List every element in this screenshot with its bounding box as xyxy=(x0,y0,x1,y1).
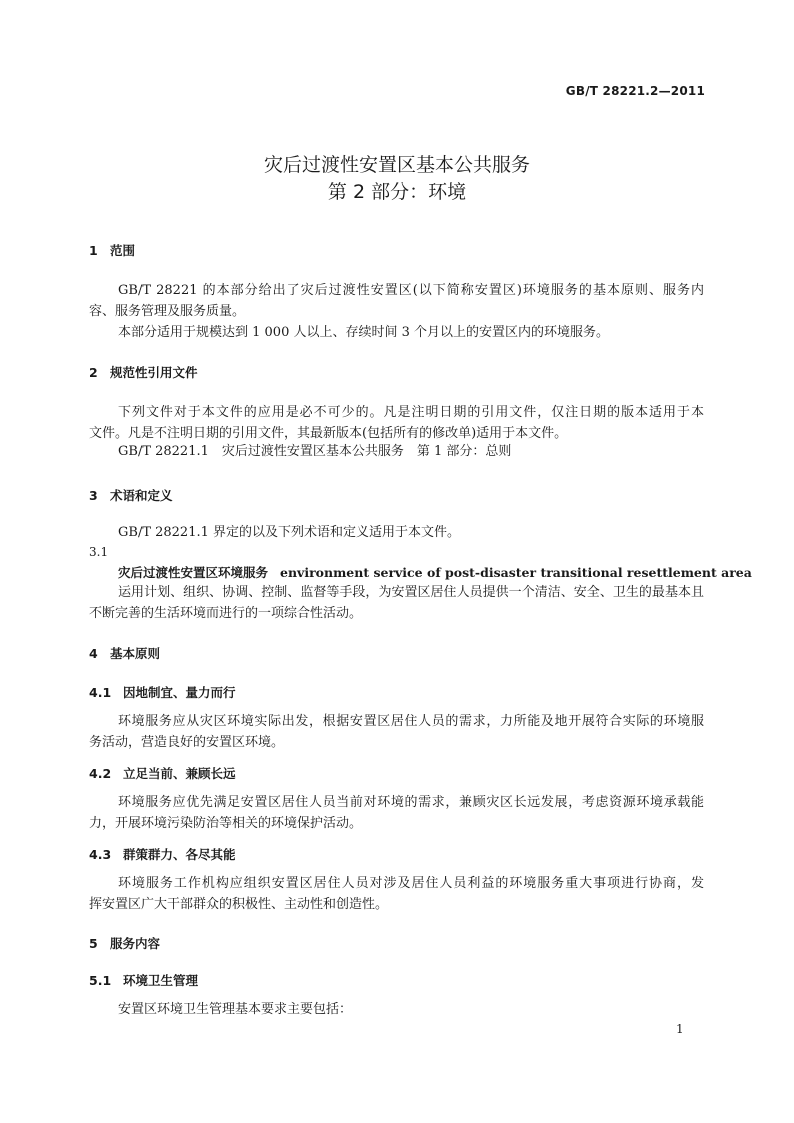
term-english: environment service of post-disaster transitional resettlement area xyxy=(280,565,752,580)
s4-1-line1: 环境服务应从灾区环境实际出发，根据安置区居住人员的需求，力所能及地开展符合实际的环境服 xyxy=(118,714,704,729)
s2-para1-line2: 文件。凡是不注明日期的引用文件，其最新版本(包括所有的修改单)适用于本文件。 xyxy=(89,426,568,441)
s2-para1-line1: 下列文件对于本文件的应用是必不可少的。凡是注明日期的引用文件，仅注日期的版本适用于本 xyxy=(118,405,704,420)
section-4-3-heading xyxy=(89,845,236,863)
document-subtitle: 第 2 部分：环境 xyxy=(327,181,467,203)
section-number: 5 xyxy=(89,936,98,951)
s4-1-line2: 务活动，营造良好的安置区环境。 xyxy=(89,735,285,750)
section-4-1-heading xyxy=(89,683,236,701)
s1-para2: 本部分适用于规模达到 1 000 人以上、存续时间 3 个月以上的安置区内的环境服务。 xyxy=(118,325,610,340)
section-title: 规范性引用文件 xyxy=(110,365,198,380)
section-5-heading xyxy=(89,934,160,952)
term-chinese: 灾后过渡性安置区环境服务 xyxy=(118,565,269,580)
s4-3-line1: 环境服务工作机构应组织安置区居住人员对涉及居住人员利益的环境服务重大事项进行协商，发 xyxy=(118,876,704,891)
section-4-heading xyxy=(89,644,160,662)
section-number: 4 xyxy=(89,646,98,661)
s3-para1: GB/T 28221.1 界定的以及下列术语和定义适用于本文件。 xyxy=(118,525,461,540)
section-title: 服务内容 xyxy=(110,936,161,951)
term-3-1-definition-line2: 不断完善的生活环境而进行的一项综合性活动。 xyxy=(89,606,363,621)
section-title: 术语和定义 xyxy=(110,488,173,503)
term-3-1-title xyxy=(118,563,752,581)
standard-number: GB/T 28221.2—2011 xyxy=(565,84,705,98)
subsection-number: 4.1 xyxy=(89,685,112,700)
section-4-2-heading xyxy=(89,764,236,782)
subsection-title: 因地制宜、量力而行 xyxy=(123,685,236,700)
term-3-1-definition-line1: 运用计划、组织、协调、控制、监督等手段，为安置区居住人员提供一个清洁、安全、卫生的最基本且 xyxy=(118,585,704,600)
s1-para1-line2: 容、服务管理及服务质量。 xyxy=(89,304,246,319)
s1-para1-line1: GB/T 28221 的本部分给出了灾后过渡性安置区(以下简称安置区)环境服务的基本原则、服务内 xyxy=(118,283,704,298)
page-number: 1 xyxy=(676,1022,684,1036)
s4-2-line2: 力，开展环境污染防治等相关的环境保护活动。 xyxy=(89,816,363,831)
section-1-heading xyxy=(89,241,135,259)
subsection-number: 5.1 xyxy=(89,973,112,988)
subsection-title: 群策群力、各尽其能 xyxy=(123,847,236,862)
section-number: 2 xyxy=(89,365,98,380)
section-number: 1 xyxy=(89,243,98,258)
subsection-title: 立足当前、兼顾长远 xyxy=(123,766,236,781)
section-5-1-heading xyxy=(89,971,198,989)
s4-3-line2: 挥安置区广大干部群众的积极性、主动性和创造性。 xyxy=(89,897,389,912)
s2-reference: GB/T 28221.1 灾后过渡性安置区基本公共服务 第 1 部分：总则 xyxy=(118,444,512,459)
subsection-title: 环境卫生管理 xyxy=(123,973,199,988)
section-2-heading xyxy=(89,363,198,381)
subsection-number: 4.2 xyxy=(89,766,112,781)
term-3-1-number: 3.1 xyxy=(89,545,109,559)
section-number: 3 xyxy=(89,488,98,503)
subsection-number: 4.3 xyxy=(89,847,112,862)
section-3-heading xyxy=(89,486,173,504)
section-title: 基本原则 xyxy=(110,646,161,661)
section-title: 范围 xyxy=(110,243,136,258)
s4-2-line1: 环境服务应优先满足安置区居住人员当前对环境的需求，兼顾灾区长远发展，考虑资源环境承载能 xyxy=(118,795,704,810)
s5-1-line1: 安置区环境卫生管理基本要求主要包括： xyxy=(118,1002,353,1017)
document-title: 灾后过渡性安置区基本公共服务 xyxy=(263,154,530,176)
